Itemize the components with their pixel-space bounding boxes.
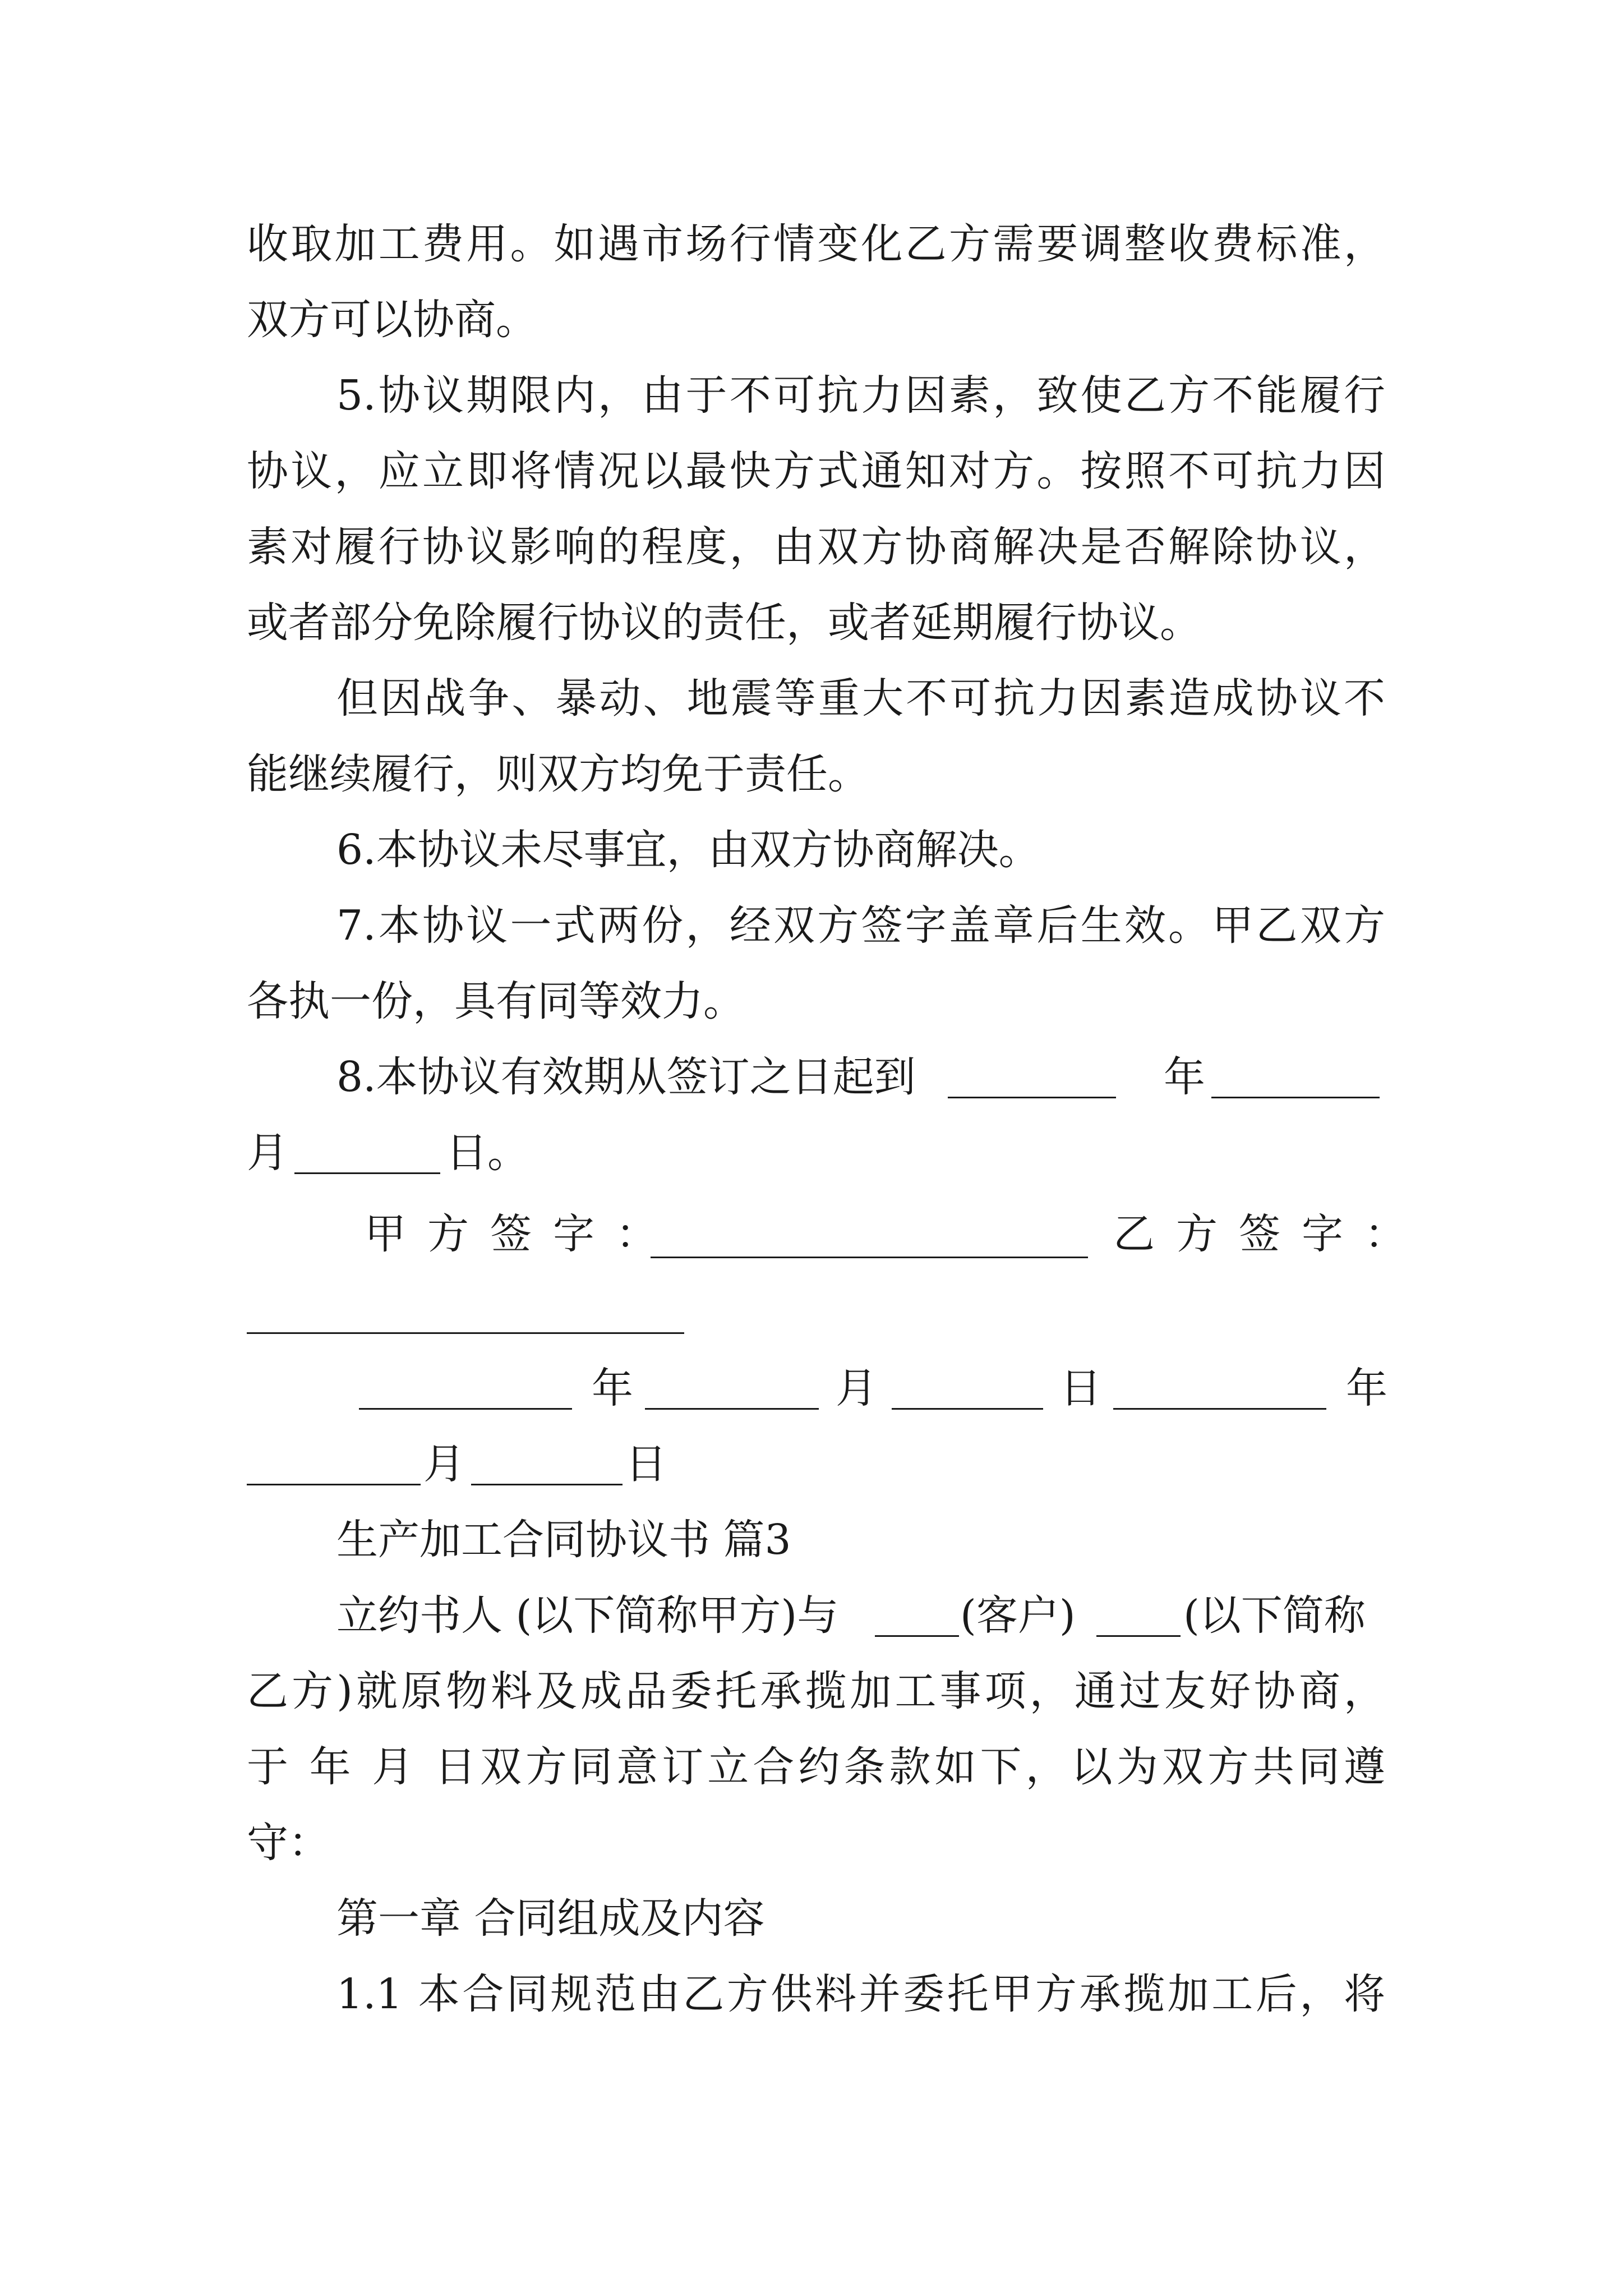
party-b-signature-line xyxy=(247,1332,684,1334)
day-label: 日 xyxy=(625,1440,667,1488)
text-line: 各执一份，具有同等效力。 xyxy=(247,977,745,1025)
blank-line xyxy=(645,1408,819,1410)
text-line: 双方可以协商。 xyxy=(247,296,537,344)
text-line: 协议，应立即将情况以最快方式通知对方。按照不可抗力因 xyxy=(247,447,1385,495)
day-label: 日 xyxy=(1060,1364,1101,1412)
party-a-signature-label: 甲方签字： xyxy=(365,1210,679,1258)
text-line: 或者部分免除履行协议的责任，或者延期履行协议。 xyxy=(247,599,1201,647)
clause-8 xyxy=(336,1049,916,1105)
text-line: (以下简称 xyxy=(1183,1591,1366,1640)
blank-line xyxy=(359,1408,572,1410)
clause-7: 7.本协议一式两份，经双方签字盖章后生效。甲乙双方 xyxy=(336,901,1385,950)
text-line: 能继续履行，则双方均免于责任。 xyxy=(247,750,869,798)
blank-line xyxy=(294,1172,440,1174)
month-label: 月 xyxy=(247,1129,288,1177)
clause-5: 5.协议期限内，由于不可抗力因素，致使乙方不能履行 xyxy=(336,371,1385,420)
text-line xyxy=(336,1588,838,1644)
force-majeure-text: 但因战争、暴动、地震等重大不可抗力因素造成协议不 xyxy=(336,674,1385,723)
blank-line xyxy=(875,1635,959,1637)
year-label: 年 xyxy=(592,1364,633,1412)
month-label: 月 xyxy=(423,1440,465,1488)
year-label: 年 xyxy=(1164,1053,1205,1101)
blank-line xyxy=(247,1484,421,1485)
clause-1-1: 1.1 本合同规范由乙方供料并委托甲方承揽加工后，将 xyxy=(336,1970,1385,2018)
party-a-signature-line xyxy=(651,1257,1088,1258)
blank-line xyxy=(892,1408,1043,1410)
day-label: 日。 xyxy=(446,1129,529,1177)
blank-line xyxy=(471,1484,623,1485)
client-label: (客户) xyxy=(960,1591,1076,1640)
section-heading: 生产加工合同协议书 篇3 xyxy=(336,1516,791,1564)
clause-6: 6.本协议未尽事宜，由双方协商解决。 xyxy=(336,826,1040,874)
party-b-signature-label: 乙方签字： xyxy=(1113,1210,1427,1258)
blank-line xyxy=(948,1097,1116,1098)
text-line: 于 年 月 日双方同意订立合约条款如下，以为双方共同遵 xyxy=(247,1743,1385,1791)
blank-line xyxy=(1113,1408,1326,1410)
year-label: 年 xyxy=(1346,1364,1387,1412)
text-line: 守： xyxy=(247,1819,330,1867)
text-line: 素对履行协议影响的程度，由双方协商解决是否解除协议， xyxy=(247,523,1385,571)
chapter-heading: 第一章 合同组成及内容 xyxy=(336,1894,765,1943)
month-label: 月 xyxy=(836,1364,877,1412)
blank-line xyxy=(1096,1635,1181,1637)
blank-line xyxy=(1211,1097,1380,1098)
text-line: 收取加工费用。如遇市场行情变化乙方需要调整收费标准， xyxy=(247,220,1385,268)
preamble-text: 立约书人 (以下简称甲方)与 xyxy=(336,1591,839,1640)
text-line: 乙方)就原物料及成品委托承揽加工事项，通过友好协商， xyxy=(247,1667,1385,1715)
clause-8-text: 8.本协议有效期从签订之日起到 xyxy=(336,1053,916,1101)
